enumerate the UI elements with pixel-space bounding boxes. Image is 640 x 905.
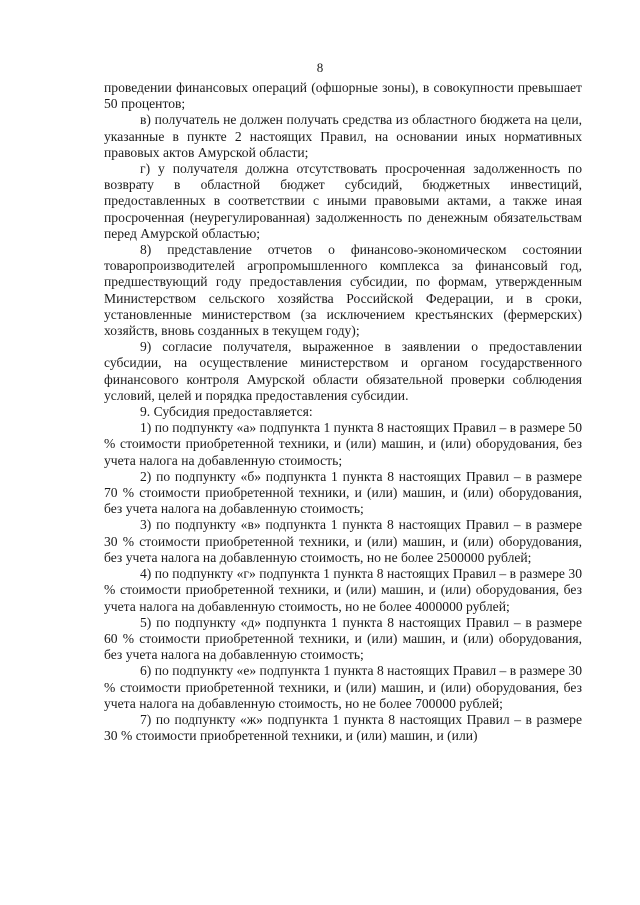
paragraph: 1) по подпункту «а» подпункта 1 пункта 8 настоящих Правил – в размере 50 % стоимости приобретенной техники, и (или) машин, и (или) оборудования, без учета налога на добавленную стоимость;	[104, 420, 582, 468]
paragraph: в) получатель не должен получать средства из областного бюджета на цели, указанные в пункте 2 настоящих Правил, на основании иных нормативных правовых актов Амурской области;	[104, 112, 582, 160]
paragraph: 3) по подпункту «в» подпункта 1 пункта 8 настоящих Правил – в размере 30 % стоимости приобретенной техники, и (или) машин, и (или) оборудования, без учета налога на добавленную стоимость, но не более 2500000 рублей;	[104, 517, 582, 565]
paragraph: 7) по подпункту «ж» подпункта 1 пункта 8 настоящих Правил – в размере 30 % стоимости приобретенной техники, и (или) машин, и (или)	[104, 711, 582, 744]
page-number: 8	[316, 60, 324, 75]
paragraph: 9. Субсидия предоставляется:	[140, 404, 313, 420]
paragraph: 5) по подпункту «д» подпункта 1 пункта 8 настоящих Правил – в размере 60 % стоимости приобретенной техники, и (или) машин, и (или) оборудования, без учета налога на добавленную стоимость;	[104, 614, 582, 663]
paragraph: г) у получателя должна отсутствовать просроченная задолженность по возврату в областной бюджет субсидий, бюджетных инвестиций, предоставленных в соответствии с иными правовыми актами, а также иная просроченная (неурегулированная) задолженность по денежным обязательствам перед Амурской областью;	[104, 161, 582, 241]
paragraph: проведении финансовых операций (офшорные зоны), в совокупности превышает 50 процентов;	[104, 80, 582, 112]
paragraph: 9) согласие получателя, выраженное в заявлении о предоставлении субсидии, на осуществление министерством и органом государственного финансового контроля Амурской области обязательной проверки соблюдения условий, целей и порядка предоставления субсидии.	[104, 339, 582, 403]
paragraph: 4) по подпункту «г» подпункта 1 пункта 8 настоящих Правил – в размере 30 % стоимости приобретенной техники, и (или) машин, и (или) оборудования, без учета налога на добавленную стоимость, но не более 4000000 рублей;	[104, 566, 582, 614]
paragraph: 8) представление отчетов о финансово-экономическом состоянии товаропроизводителей агропромышленного комплекса за финансовый год, предшествующий году предоставления субсидии, по формам, утвержденным Министерством сельского хозяйства Российской Федерации, и в сроки, установленные министерством (за исключением крестьянских (фермерских) хозяйств, вновь созданных в текущем году);	[104, 242, 582, 339]
paragraph: 2) по подпункту «б» подпункта 1 пункта 8 настоящих Правил – в размере 70 % стоимости приобретенной техники, и (или) машин, и (или) оборудования, без учета налога на добавленную стоимость;	[104, 468, 582, 517]
paragraph: 6) по подпункту «е» подпункта 1 пункта 8 настоящих Правил – в размере 30 % стоимости приобретенной техники, и (или) машин, и (или) оборудования, без учета налога на добавленную стоимость, но не более 700000 рублей;	[104, 663, 582, 711]
document-body	[104, 80, 582, 744]
